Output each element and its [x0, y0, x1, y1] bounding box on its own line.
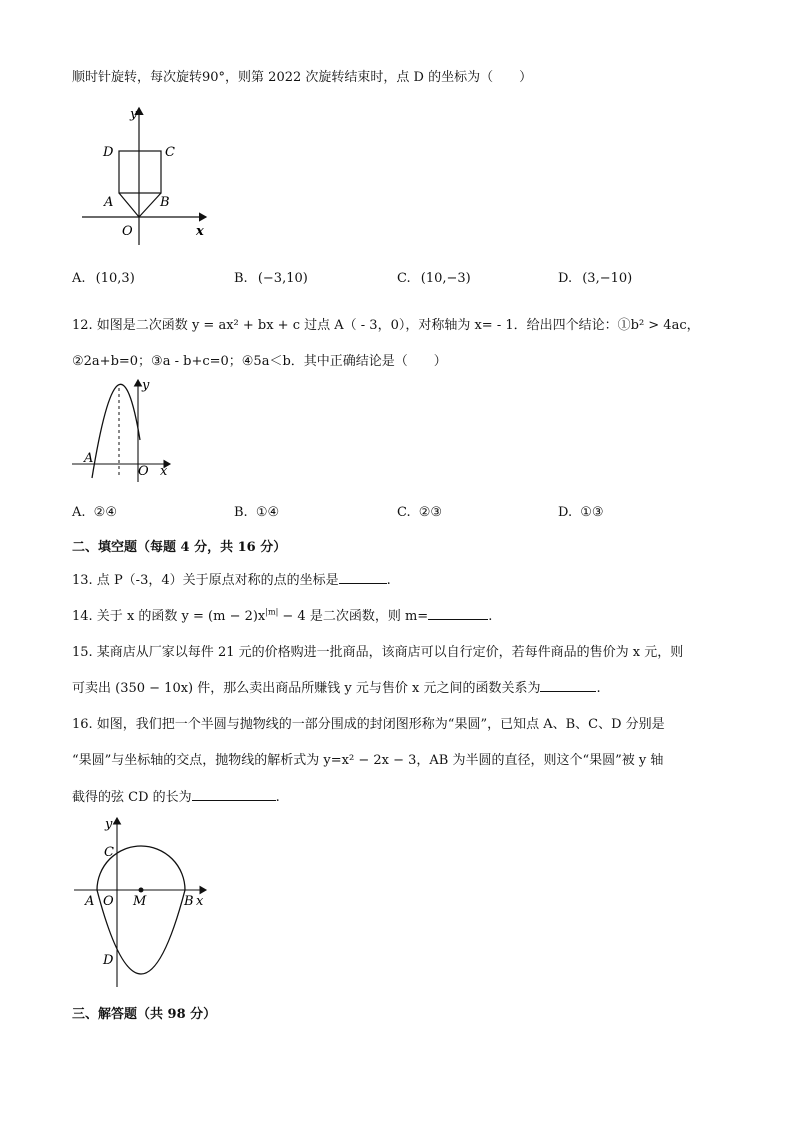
triangle-oab [119, 193, 161, 217]
q16-line-1: 16. 如图，我们把一个半圆与抛物线的一部分围成的封闭图形称为“果圆”，已知点 A、B、C、D 分别是 [72, 717, 665, 732]
point-a-label: A [84, 451, 94, 466]
q11-option-a: A. (10,3) [72, 271, 135, 286]
square-abcd [119, 151, 161, 193]
point-m-label: M [133, 894, 147, 909]
answer-blank[interactable] [339, 571, 387, 584]
q12-option-a: A. ②④ [72, 505, 117, 520]
point-c-label: C [165, 145, 175, 160]
origin-label: O [138, 464, 149, 479]
point-b-label: B [160, 195, 170, 210]
q12-option-c: C. ②③ [397, 505, 443, 520]
q13: 13. 点 P（-3，4）关于原点对称的点的坐标是 . [72, 573, 391, 588]
point-a-label: A [104, 195, 114, 210]
x-axis-label: x [196, 224, 204, 239]
q15-line-1: 15. 某商店从厂家以每件 21 元的价格购进一批商品，该商店可以自行定价，若每件商品的售价为 x 元，则 [72, 645, 684, 660]
q12-stem-line-1: 12. 如图是二次函数 y = ax² + bx + c 过点 A（ - 3，0），对称轴为 x= - 1．给出四个结论：①b² > 4ac， [72, 318, 700, 333]
section-3-heading: 三、解答题（共 98 分） [72, 1007, 217, 1022]
y-axis-label: y [130, 107, 138, 122]
q11-stem-line: 顺时针旋转，每次旋转90°，则第 2022 次旋转结束时，点 D 的坐标为（ ） [72, 70, 533, 85]
q11-option-d: D. (3,−10) [558, 271, 633, 286]
x-axis-label: x [196, 894, 204, 909]
q11-figure [80, 100, 220, 250]
q12-stem-line-2: ②2a+b=0；③a - b+c=0；④5a＜b．其中正确结论是（ ） [72, 354, 447, 369]
point-a-label: A [85, 894, 95, 909]
q16-figure [70, 812, 215, 990]
point-d-label: D [103, 953, 114, 968]
q14: 14. 关于 x 的函数 $y = (m - 2)x^{|m|} - 4$ 是二次函数，则 m= . [72, 607, 493, 624]
q12-figure [68, 376, 178, 486]
origin-label: O [122, 224, 133, 239]
point-c-label: C [104, 845, 114, 860]
center-point-m [139, 888, 144, 893]
q11-option-c: C. (10,−3) [397, 271, 471, 286]
answer-blank[interactable] [540, 679, 596, 692]
section-2-heading: 二、填空题（每题 4 分，共 16 分） [72, 540, 287, 555]
q15-line-2: 可卖出 (350 − 10x) 件，那么卖出商品所赚钱 y 元与售价 x 元之间的函数关系为 . [72, 681, 601, 696]
y-axis-label: y [142, 378, 150, 393]
y-axis-label: y [105, 817, 113, 832]
answer-blank[interactable] [192, 788, 276, 801]
q12-option-b: B. ①④ [234, 505, 280, 520]
origin-label: O [103, 894, 114, 909]
q12-option-d: D. ①③ [558, 505, 604, 520]
point-d-label: D [103, 145, 114, 160]
answer-blank[interactable] [428, 607, 488, 620]
q11-option-b: B. (−3,10) [234, 271, 308, 286]
q16-line-2: “果圆”与坐标轴的交点，抛物线的解析式为 y=x² − 2x − 3，AB 为半圆的直径，则这个“果圆”被 y 轴 [72, 753, 664, 768]
point-b-label: B [184, 894, 194, 909]
x-axis-label: x [160, 464, 168, 479]
q16-line-3: 截得的弦 CD 的长为 . [72, 790, 280, 805]
